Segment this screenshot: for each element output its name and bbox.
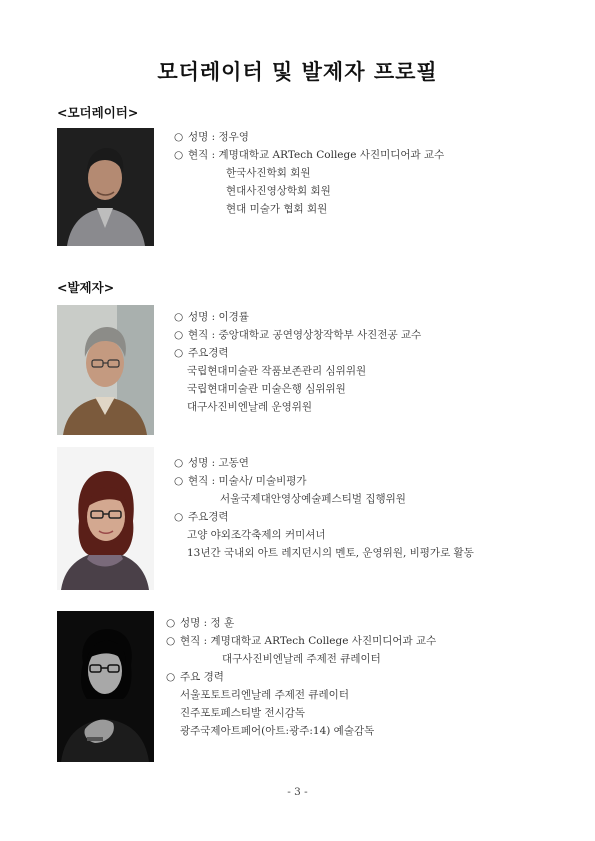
career-item: 서울포토트리엔날레 주제전 큐레이터 <box>180 689 349 701</box>
moderator-extra-line: 현대 미술가 협회 회원 <box>226 203 328 215</box>
presenter-career-label: ○ 주요 경력 <box>166 668 436 686</box>
presenter-info-3 <box>166 614 436 740</box>
presenter-info-2 <box>174 454 474 562</box>
presenter-photo-2 <box>57 447 154 590</box>
career-item: 광주국제아트페어(아트:광주:14) 예술감독 <box>180 725 375 737</box>
presenter-career-label: ○ 주요경력 <box>174 508 474 526</box>
bullet-icon: ○ <box>174 457 184 469</box>
bullet-icon: ○ <box>174 511 184 523</box>
presenter-name-line: ○ 성명 : 고동연 <box>174 454 474 472</box>
moderator-photo <box>57 128 154 246</box>
career-item: 국립현대미술관 미술은행 심위위원 <box>187 383 346 395</box>
page-title: 모더레이터 및 발제자 프로필 <box>157 60 438 84</box>
career-item: 13년간 국내외 아트 레지던시의 멘토, 운영위원, 비평가로 활동 <box>187 547 474 559</box>
moderator-section-label: <모더레이터> <box>57 105 139 120</box>
bullet-icon: ○ <box>174 329 184 341</box>
moderator-name-line: ○ 성명 : 정우영 <box>174 128 444 146</box>
career-item: 대구사진비엔날레 운영위원 <box>187 401 313 413</box>
bullet-icon: ○ <box>166 635 176 647</box>
presenter-photo-3 <box>57 611 154 762</box>
moderator-position-line: ○ 현직 : 계명대학교 ARTech College 사진미디어과 교수 <box>174 146 444 164</box>
moderator-extra-line: 현대사진영상학회 회원 <box>226 185 331 197</box>
presenter-photo-1 <box>57 305 154 435</box>
presenter-career-label: ○ 주요경력 <box>174 344 421 362</box>
presenter-position-line: ○ 현직 : 계명대학교 ARTech College 사진미디어과 교수 <box>166 632 436 650</box>
bullet-icon: ○ <box>166 671 176 683</box>
moderator-info <box>174 128 444 218</box>
bullet-icon: ○ <box>174 475 184 487</box>
bullet-icon: ○ <box>174 347 184 359</box>
presenter-position-line: ○ 현직 : 미술사/ 미술비평가 <box>174 472 474 490</box>
presenter-position-extra: 대구사진비엔날레 주제전 큐레이터 <box>222 653 381 665</box>
bullet-icon: ○ <box>174 149 184 161</box>
career-item: 고양 야외조각축제의 커미셔너 <box>187 529 326 541</box>
bullet-icon: ○ <box>166 617 176 629</box>
career-item: 진주포토페스티발 전시감독 <box>180 707 306 719</box>
presenter-position-line: ○ 현직 : 중앙대학교 공연영상창작학부 사진전공 교수 <box>174 326 421 344</box>
bullet-icon: ○ <box>174 131 184 143</box>
presenter-name-line: ○ 성명 : 정 훈 <box>166 614 436 632</box>
page-number: - 3 - <box>287 786 308 798</box>
presenter-info-1 <box>174 308 421 416</box>
presenter-position-extra: 서울국제대안영상예술페스티벌 집행위원 <box>220 493 406 505</box>
bullet-icon: ○ <box>174 311 184 323</box>
presenter-name-line: ○ 성명 : 이경률 <box>174 308 421 326</box>
presenters-section-label: <발제자> <box>57 280 115 295</box>
moderator-extra-line: 한국사진학회 회원 <box>226 167 311 179</box>
career-item: 국립현대미술관 작품보존관리 심위위원 <box>187 365 367 377</box>
